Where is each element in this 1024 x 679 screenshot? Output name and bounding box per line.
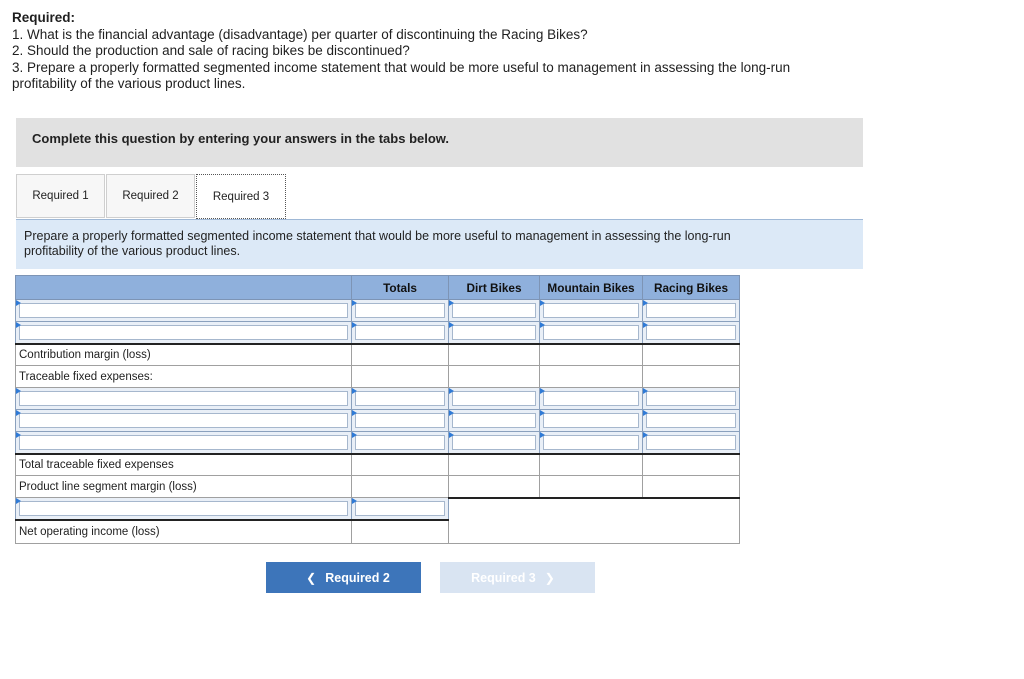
amount-cell [540, 322, 643, 344]
amount-cell [540, 432, 643, 454]
segment-margin-totals[interactable] [354, 478, 446, 495]
row-label-input-cell [16, 300, 352, 322]
amount-input-dirt[interactable] [452, 325, 536, 340]
tab-instruction [16, 220, 863, 269]
total-traceable-label: Total traceable fixed expenses [16, 454, 352, 476]
table-row [16, 344, 740, 366]
table-row [16, 410, 740, 432]
requirement-item: profitability of the various product lines. [12, 76, 246, 91]
total-traceable-mountain[interactable] [542, 457, 640, 474]
amount-cell [540, 300, 643, 322]
banner-text: Complete this question by entering your answers in the tabs below. [32, 131, 450, 146]
row-label-input-cell [16, 432, 352, 454]
empty-area [449, 498, 740, 544]
segment-margin-dirt[interactable] [451, 478, 537, 495]
amount-cell [643, 344, 740, 366]
amount-input-mountain[interactable] [543, 303, 639, 318]
amount-input-dirt[interactable] [452, 413, 536, 428]
total-traceable-dirt[interactable] [451, 457, 537, 474]
amount-cell [352, 410, 449, 432]
amount-cell [449, 410, 540, 432]
header-racing-bikes: Racing Bikes [643, 276, 740, 300]
amount-input-dirt[interactable] [452, 303, 536, 318]
row-label-input-cell [16, 410, 352, 432]
contribution-margin-totals[interactable] [354, 347, 446, 364]
table-row [16, 432, 740, 454]
amount-cell [352, 300, 449, 322]
table-row [16, 366, 740, 388]
contribution-margin-racing[interactable] [645, 347, 737, 364]
requirements [12, 10, 790, 93]
amount-cell [643, 410, 740, 432]
contribution-margin-mountain[interactable] [542, 347, 640, 364]
net-operating-income-totals[interactable] [354, 523, 446, 542]
tab-required-1[interactable]: Required 1 [16, 174, 105, 218]
table-row [16, 322, 740, 344]
amount-cell [643, 476, 740, 498]
table-row [16, 476, 740, 498]
segmented-income-statement [15, 275, 740, 544]
amount-cell [540, 344, 643, 366]
amount-cell [643, 322, 740, 344]
empty-cell [352, 366, 449, 388]
row-label-input[interactable] [19, 391, 348, 406]
amount-input-mountain[interactable] [543, 325, 639, 340]
amount-input-totals[interactable] [355, 325, 445, 340]
prev-button[interactable] [266, 562, 421, 593]
amount-cell [449, 454, 540, 476]
amount-cell [540, 410, 643, 432]
amount-input-totals[interactable] [355, 413, 445, 428]
chevron-right-icon: ❯ [544, 570, 555, 585]
amount-cell [643, 388, 740, 410]
amount-input-mountain[interactable] [543, 391, 639, 406]
amount-input-dirt[interactable] [452, 391, 536, 406]
header-label-col [16, 276, 352, 300]
amount-cell [449, 344, 540, 366]
amount-input-racing[interactable] [646, 325, 736, 340]
requirement-item: 3. Prepare a properly formatted segmented income statement that would be more useful to management in assessing the long-run [12, 59, 791, 75]
amount-cell [540, 454, 643, 476]
amount-input-racing[interactable] [646, 435, 736, 450]
amount-cell [352, 498, 449, 520]
next-button[interactable] [440, 562, 595, 593]
amount-input-totals[interactable] [355, 303, 445, 318]
instructions-banner [16, 118, 863, 167]
empty-cell [540, 366, 643, 388]
amount-cell [643, 300, 740, 322]
segment-margin-mountain[interactable] [542, 478, 640, 495]
amount-input-dirt[interactable] [452, 435, 536, 450]
row-label-input[interactable] [19, 325, 348, 340]
instruction-line: profitability of the various product lines. [24, 244, 241, 258]
amount-cell [643, 432, 740, 454]
amount-cell [352, 344, 449, 366]
amount-cell [352, 388, 449, 410]
amount-cell [643, 454, 740, 476]
amount-input-racing[interactable] [646, 413, 736, 428]
amount-cell [352, 322, 449, 344]
next-button-label: Required 3 [471, 570, 536, 585]
amount-input-racing[interactable] [646, 303, 736, 318]
table-header-row [16, 276, 740, 300]
amount-cell [540, 388, 643, 410]
empty-cell [449, 366, 540, 388]
table-row [16, 498, 740, 520]
row-label-input-cell [16, 498, 352, 520]
row-label-input[interactable] [19, 435, 348, 450]
amount-cell [449, 388, 540, 410]
table-row [16, 388, 740, 410]
amount-cell [449, 300, 540, 322]
tab-required-2[interactable]: Required 2 [106, 174, 195, 218]
row-label-input[interactable] [19, 303, 348, 318]
header-mountain-bikes: Mountain Bikes [540, 276, 643, 300]
amount-cell [352, 454, 449, 476]
segment-margin-label: Product line segment margin (loss) [16, 476, 352, 498]
amount-cell [449, 432, 540, 454]
requirement-item: 2. Should the production and sale of racing bikes be discontinued? [12, 43, 410, 58]
header-totals: Totals [352, 276, 449, 300]
amount-cell [352, 476, 449, 498]
prev-button-label: Required 2 [325, 570, 390, 585]
amount-input-totals[interactable] [355, 435, 445, 450]
amount-cell [352, 432, 449, 454]
requirements-heading: Required: [12, 10, 76, 25]
row-label-input-cell [16, 322, 352, 344]
amount-cell [449, 476, 540, 498]
amount-cell [352, 520, 449, 544]
table-row [16, 300, 740, 322]
requirement-item: 1. What is the financial advantage (disadvantage) per quarter of discontinuing the Racing Bikes? [12, 26, 588, 42]
amount-input-racing[interactable] [646, 391, 736, 406]
amount-cell [449, 322, 540, 344]
row-label-input[interactable] [19, 413, 348, 428]
contribution-margin-dirt[interactable] [451, 347, 537, 364]
row-label-input-cell [16, 388, 352, 410]
amount-input-totals[interactable] [355, 501, 445, 516]
traceable-fixed-label: Traceable fixed expenses: [16, 366, 352, 388]
instruction-line: Prepare a properly formatted segmented income statement that would be more useful to management in assessing the long-run [24, 229, 731, 243]
segment-margin-racing[interactable] [645, 478, 737, 495]
header-dirt-bikes: Dirt Bikes [449, 276, 540, 300]
contribution-margin-label: Contribution margin (loss) [16, 344, 352, 366]
amount-input-totals[interactable] [355, 391, 445, 406]
row-label-input[interactable] [19, 501, 348, 516]
amount-input-mountain[interactable] [543, 413, 639, 428]
amount-cell [540, 476, 643, 498]
empty-cell [643, 366, 740, 388]
amount-input-mountain[interactable] [543, 435, 639, 450]
total-traceable-racing[interactable] [645, 457, 737, 474]
tab-required-3[interactable]: Required 3 [196, 174, 286, 219]
table-row [16, 454, 740, 476]
total-traceable-totals[interactable] [354, 457, 446, 474]
chevron-left-icon: ❮ [306, 570, 317, 585]
net-operating-income-label: Net operating income (loss) [16, 520, 352, 544]
